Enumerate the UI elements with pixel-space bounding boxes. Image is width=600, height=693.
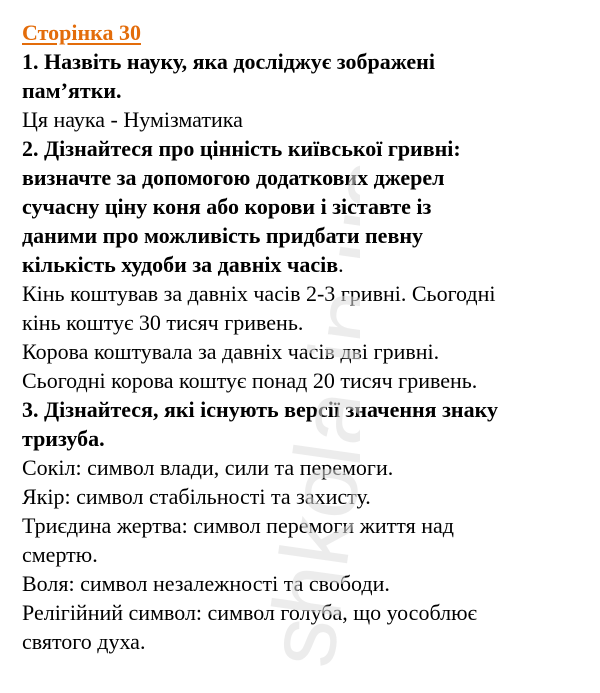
question-2-line-5-tail: .	[338, 252, 344, 277]
question-2-line-2: визначте за допомогою додаткових джерел	[22, 165, 445, 190]
answer-3-line-1: Сокіл: символ влади, сили та перемоги.	[22, 455, 394, 480]
answer-3-line-5: Воля: символ незалежності та свободи.	[22, 571, 390, 596]
answer-1: Ця наука - Нумізматика	[22, 107, 243, 132]
answer-3-line-7: святого духа.	[22, 629, 146, 654]
watermark-text: shkola.in.ua	[246, 150, 360, 673]
question-1-line-2: пам’ятки.	[22, 78, 122, 103]
answer-2-line-1: Кінь коштував за давніх часів 2-3 гривні. Сьогодні	[22, 281, 496, 306]
answer-3-line-6: Релігійний символ: символ голуба, що уособлює	[22, 600, 477, 625]
answer-3-line-3: Триєдина жертва: символ перемоги життя над	[22, 513, 454, 538]
answer-3-line-2: Якір: символ стабільності та захисту.	[22, 484, 371, 509]
question-2-line-5	[22, 250, 594, 279]
document-page	[22, 18, 594, 656]
question-2-line-1: 2. Дізнайтеся про цінність київської гривні:	[22, 136, 461, 161]
question-3-line-2: тризуба.	[22, 426, 105, 451]
answer-2-line-2: кінь коштує 30 тисяч гривень.	[22, 310, 304, 335]
answer-2-line-4: Сьогодні корова коштує понад 20 тисяч гривень.	[22, 368, 478, 393]
question-3-line-1: 3. Дізнайтеся, які існують версії значення знаку	[22, 397, 498, 422]
question-2-line-3: сучасну ціну коня або корови і зіставте із	[22, 194, 432, 219]
question-2-line-4: даними про можливість придбати певну	[22, 223, 423, 248]
answer-3-line-4: смертю.	[22, 542, 98, 567]
question-2-line-5-text: кількість худоби за давніх часів	[22, 252, 339, 277]
page-heading: Сторінка 30	[22, 20, 141, 45]
answer-2-line-3: Корова коштувала за давніх часів дві гривні.	[22, 339, 440, 364]
question-1-line-1: 1. Назвіть науку, яка досліджує зображені	[22, 49, 435, 74]
